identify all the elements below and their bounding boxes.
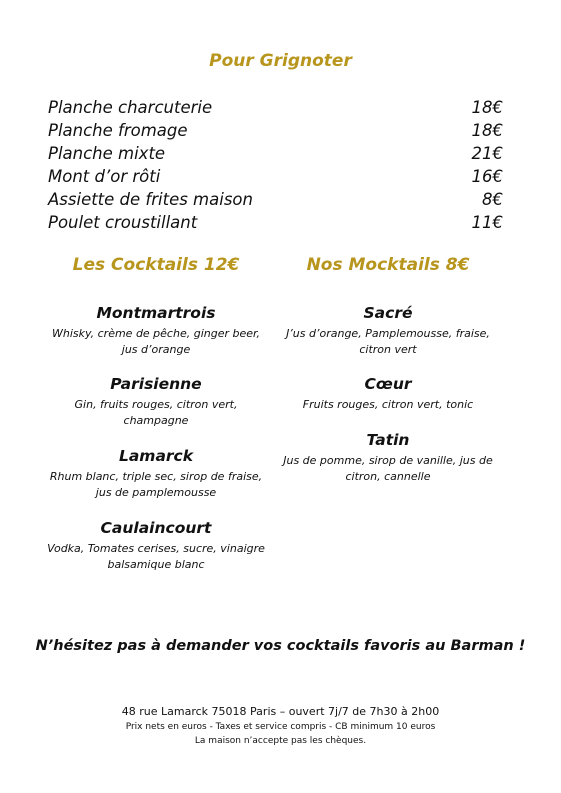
mocktail-desc-line: citron vert <box>359 343 417 356</box>
snacks-title: Pour Grignoter <box>209 51 352 71</box>
cocktail-name: Caulaincourt <box>100 519 212 537</box>
mocktails-title: Nos Mocktails 8€ <box>306 255 470 275</box>
cocktail-desc-line: jus d’orange <box>121 343 191 356</box>
mocktail-desc-line: Fruits rouges, citron vert, tonic <box>302 398 474 411</box>
mocktail-desc-line: J’us d’orange, Pamplemousse, fraise, <box>286 327 490 340</box>
cocktail-item <box>36 375 276 429</box>
cocktail-desc-line: Vodka, Tomates cerises, sucre, vinaigre <box>47 542 265 555</box>
cocktail-item <box>36 447 276 501</box>
mocktail-description <box>268 397 508 413</box>
cocktail-desc-line: Gin, fruits rouges, citron vert, <box>74 398 238 411</box>
mocktail-name: Sacré <box>363 304 413 322</box>
footer-prices-note: Prix nets en euros - Taxes et service compris - CB minimum 10 euros <box>125 722 436 732</box>
cocktail-desc-line: Whisky, crème de pêche, ginger beer, <box>51 327 261 340</box>
cocktail-name: Montmartrois <box>96 304 216 322</box>
cocktail-desc-line: balsamique blanc <box>107 558 205 571</box>
snack-name: Planche mixte <box>48 144 166 163</box>
snack-name: Assiette de frites maison <box>48 190 253 209</box>
cocktail-description <box>36 469 276 501</box>
cocktail-description <box>36 541 276 573</box>
snack-name: Poulet croustillant <box>48 213 198 232</box>
cocktails-column <box>36 0 276 793</box>
snack-price: 8€ <box>482 190 503 209</box>
snack-price: 11€ <box>471 213 503 232</box>
mocktail-item <box>268 304 508 358</box>
cocktail-item <box>36 519 276 573</box>
snack-name: Mont d’or rôti <box>48 167 161 186</box>
cocktail-description <box>36 326 276 358</box>
footer-cheques-note: La maison n’accepte pas les chèques. <box>194 736 367 746</box>
mocktail-name: Cœur <box>364 375 412 393</box>
mocktail-item <box>268 431 508 485</box>
barman-tagline: N’hésitez pas à demander vos cocktails favoris au Barman ! <box>35 638 526 654</box>
mocktails-column <box>268 0 508 793</box>
mocktail-description <box>268 326 508 358</box>
mocktail-item <box>268 375 508 413</box>
mocktail-description <box>268 453 508 485</box>
cocktail-desc-line: Rhum blanc, triple sec, sirop de fraise, <box>49 470 263 483</box>
snack-price: 21€ <box>471 144 503 163</box>
cocktail-name: Lamarck <box>118 447 194 465</box>
snack-name: Planche fromage <box>48 121 188 140</box>
snack-price: 18€ <box>471 98 503 117</box>
mocktail-desc-line: citron, cannelle <box>345 470 431 483</box>
mocktail-desc-line: Jus de pomme, sirop de vanille, jus de <box>283 454 493 467</box>
cocktail-desc-line: champagne <box>123 414 189 427</box>
cocktails-title: Les Cocktails 12€ <box>72 255 240 275</box>
mocktail-name: Tatin <box>366 431 410 449</box>
cocktail-name: Parisienne <box>110 375 202 393</box>
footer-address: 48 rue Lamarck 75018 Paris – ouvert 7j/7 de 7h30 à 2h00 <box>121 705 440 718</box>
cocktail-desc-line: jus de pamplemousse <box>95 486 217 499</box>
snack-price: 16€ <box>471 167 503 186</box>
cocktail-item <box>36 304 276 358</box>
snack-name: Planche charcuterie <box>48 98 213 117</box>
cocktail-description <box>36 397 276 429</box>
snack-price: 18€ <box>471 121 503 140</box>
